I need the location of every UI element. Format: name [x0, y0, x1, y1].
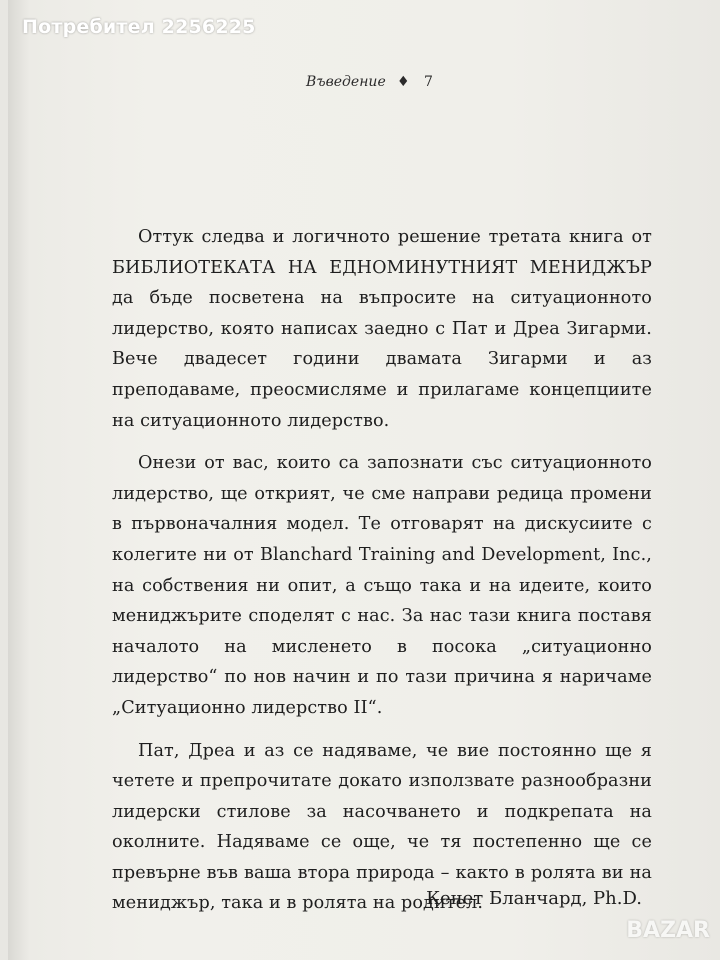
paragraph-3: Пат, Дреа и аз се надяваме, че вие постоянно ще я четете и препрочитате докато използвате разнообразни лидерски стилове за насочването и подкрепата на околните. Надяваме се още, че тя постепенно ще се превърне във ваша втора природа – както в ролята ви на мениджър, така и в ролята на родител. [112, 740, 652, 914]
diamond-icon: ♦ [397, 74, 410, 90]
page-number: 7 [424, 74, 433, 90]
body-text [112, 222, 652, 931]
chapter-title: Въведение [306, 74, 386, 90]
user-watermark: Потребител 2256225 [22, 16, 256, 38]
paragraph-2: Онези от вас, които са запознати със ситуационното лидерство, ще открият, че сме направи редица промени в първоначалния модел. Те отговарят на дискусиите с колегите ни от Blanchard Training and Development, Inc., на собствения ни опит, а също така и на идеите, които мениджърите споделят с нас. За нас тази книга поставя началото на мисленето в посока „ситуационно лидерство“ по нов начин и по тази причина я наричаме „Ситуационно лидерство II“. [112, 453, 652, 718]
bazar-logo: BAZAR [626, 918, 710, 943]
paragraph-1: Оттук следва и логичното решение третата книга от БИБЛИОТЕКАТА НА ЕДНОМИНУТНИЯТ МЕНИДЖЪР да бъде посветена на въпросите на ситуационното лидерство, която написах заедно с Пат и Дреа Зигарми. Вече двадесет години двамата Зигарми и аз преподаваме, преосмисляме и прилагаме концепциите на ситуационното лидерство. [112, 227, 652, 431]
author-signature: Кенет Бланчард, Ph.D. [426, 888, 642, 909]
book-page [8, 0, 720, 960]
